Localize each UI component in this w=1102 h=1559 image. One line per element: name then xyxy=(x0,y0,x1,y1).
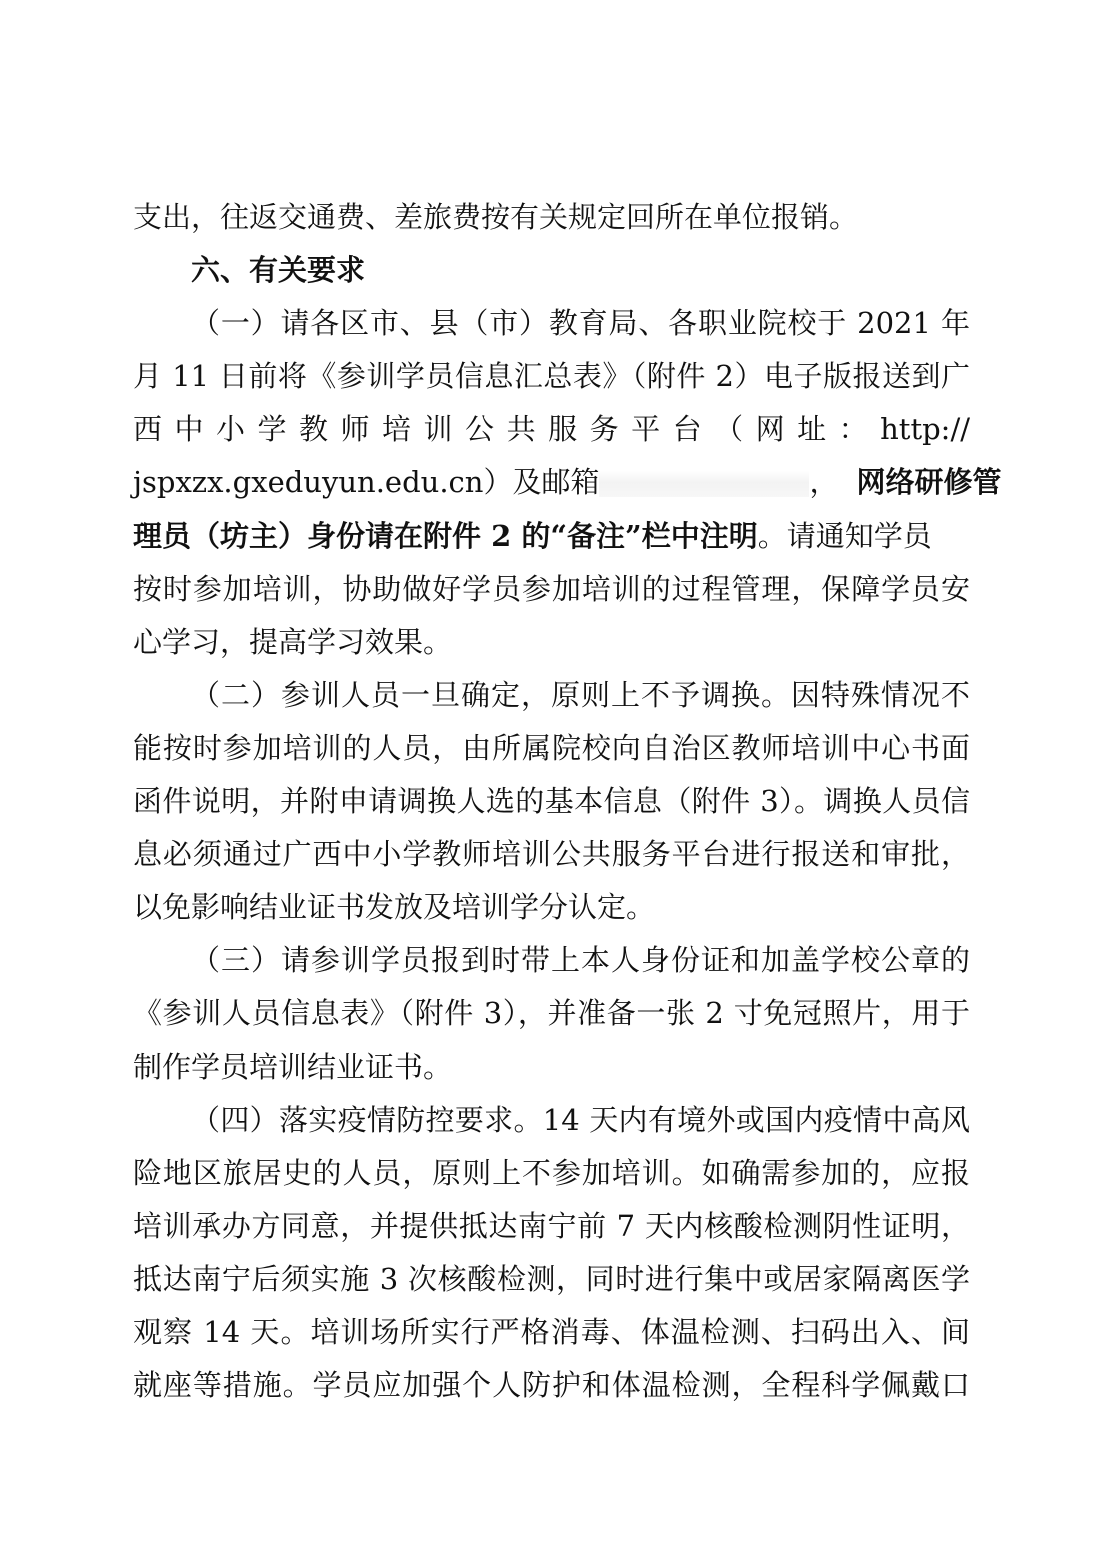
paragraph-line: 月 11 日前将《参训学员信息汇总表》（附件 2）电子版报送到广 xyxy=(133,359,970,394)
paragraph-line: 能按时参加培训的人员，由所属院校向自治区教师培训中心书面 xyxy=(133,730,970,765)
paragraph-line: 制作学员培训结业证书。 xyxy=(133,1049,453,1084)
paragraph-line: 心学习，提高学习效果。 xyxy=(133,624,453,659)
bold-note: 理员（坊主）身份请在附件 2 的“备注”栏中注明 xyxy=(133,518,758,553)
paragraph-text: 。请通知学员 xyxy=(757,518,932,553)
paragraph-line: 培训承办方同意，并提供抵达南宁前 7 天内核酸检测阴性证明， xyxy=(133,1208,970,1243)
paragraph-line: 险地区旅居史的人员，原则上不参加培训。如确需参加的，应报 xyxy=(133,1155,970,1190)
paragraph-line: 按时参加培训，协助做好学员参加培训的过程管理，保障学员安 xyxy=(133,571,970,606)
paragraph-line: 息必须通过广西中小学教师培训公共服务平台进行报送和审批， xyxy=(133,837,970,872)
redacted-email xyxy=(599,471,809,497)
section-heading: 六、有关要求 xyxy=(191,253,366,288)
bold-note: 网络研修管 xyxy=(856,465,1002,500)
paragraph-line: 就座等措施。学员应加强个人防护和体温检测，全程科学佩戴口 xyxy=(133,1368,970,1403)
paragraph-line: 函件说明，并附申请调换人选的基本信息（附件 3）。调换人员信 xyxy=(133,784,970,819)
paragraph-line: （三）请参训学员报到时带上本人身份证和加盖学校公章的 xyxy=(191,943,970,978)
paragraph-line: 观察 14 天。培训场所实行严格消毒、体温检测、扫码出入、间 xyxy=(133,1314,970,1349)
paragraph-line: （一）请各区市、县（市）教育局、各职业院校于 2021 年 xyxy=(191,306,970,341)
document-page xyxy=(133,191,1002,1412)
comma-text: ， xyxy=(809,465,839,500)
paragraph-line: 抵达南宁后须实施 3 次核酸检测，同时进行集中或居家隔离医学 xyxy=(133,1261,970,1296)
url-text: jspxzx.gxeduyun.edu.cn）及邮箱 xyxy=(133,465,600,500)
paragraph-line: 支出，往返交通费、差旅费按有关规定回所在单位报销。 xyxy=(133,200,859,234)
paragraph-line: 西 中 小 学 教 师 培 训 公 共 服 务 平 台 （ 网 址 ： http:// xyxy=(133,412,970,447)
paragraph-line: 《参训人员信息表》（附件 3），并准备一张 2 寸免冠照片，用于 xyxy=(133,996,970,1031)
paragraph-line: （四）落实疫情防控要求。14 天内有境外或国内疫情中高风 xyxy=(191,1102,970,1137)
paragraph-line: 以免影响结业证书发放及培训学分认定。 xyxy=(133,890,656,925)
paragraph-line xyxy=(133,456,1002,509)
paragraph-line: （二）参训人员一旦确定，原则上不予调换。因特殊情况不 xyxy=(191,677,970,712)
paragraph-line xyxy=(133,510,970,563)
